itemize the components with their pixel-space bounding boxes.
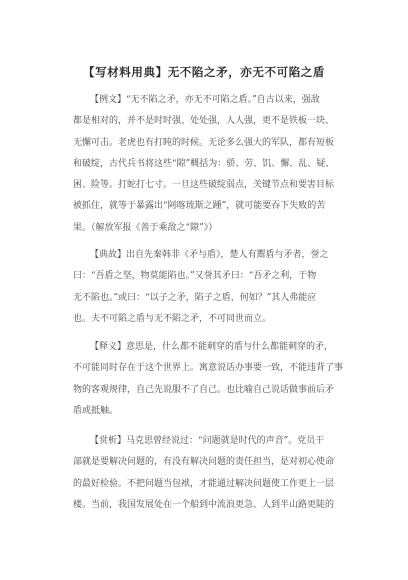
paragraph-line: 也。夫不可陷之盾与无不陷之矛，不可同世而立。 bbox=[73, 313, 272, 324]
meaning-paragraph bbox=[73, 337, 345, 422]
analysis-paragraph bbox=[73, 431, 345, 516]
paragraph-line: 部就是要解决问题的，有没有解决问题的责任担当，是对初心使命 bbox=[73, 457, 335, 468]
example-paragraph bbox=[73, 90, 345, 239]
paragraph-line: 【赏析】马克思曾经说过：“问题就是时代的声音”。党员干 bbox=[90, 436, 325, 446]
paragraph-line: 都是相对的，并不是时时强、处处强，人人强，更不是铁板一块、 bbox=[73, 116, 335, 127]
paragraph-line: 困、险等。打蛇打七寸。一旦这些破绽弱点，关键节点和要害目标 bbox=[73, 180, 335, 191]
source-paragraph bbox=[73, 245, 345, 330]
paragraph-line: 果。（解放军报《善于乘敌之“隙”》） bbox=[73, 222, 218, 233]
paragraph-line: 被抓住，就等于暴露出“阿喀琉斯之踵”，就可能要吞下失败的苦 bbox=[73, 201, 326, 212]
paragraph-line: 无懈可击。老虎也有打盹的时候。无论多么强大的军队，都有短板 bbox=[73, 137, 335, 148]
paragraph-line: 楼。当前，我国发展处在一个船到中流浪更急、人到半山路更陡的 bbox=[73, 499, 335, 510]
document-title: 【写材料用典】无不陷之矛，亦无不可陷之盾 bbox=[83, 65, 325, 79]
paragraph-line: 物的客观规律，自己先说服不了自己。也比喻自己说话做事前后矛 bbox=[73, 384, 335, 395]
paragraph-line: 【典故】出自先秦韩非《矛与盾》，楚人有鬻盾与矛者，誉之 bbox=[90, 250, 329, 260]
paragraph-line: 和破绽，古代兵书将这些“隙”概括为：骄、劳、饥、懈、乱、疑、 bbox=[73, 158, 335, 169]
paragraph-line: 不可能同时存在于这个世界上。寓意说话办事要一致，不能违背了事 bbox=[73, 363, 344, 374]
paragraph-line: 曰：“吾盾之坚，物莫能陷也。”又誉其矛曰：“吾矛之利，于物 bbox=[73, 271, 317, 282]
paragraph-line: 无不陷也。”或曰：“以子之矛，陷子之盾，何如？”其人弗能应 bbox=[73, 292, 317, 303]
paragraph-line: 【例文】“无不陷之矛，亦无不可陷之盾。”自古以来，强敌 bbox=[90, 95, 320, 105]
paragraph-line: 【释义】意思是，什么都不能刺穿的盾与什么都能刺穿的矛， bbox=[90, 342, 334, 352]
paragraph-line: 的最好检验。不把问题当包袱，才能通过解决问题使工作更上一层 bbox=[73, 478, 335, 489]
paragraph-line: 盾或抵触。 bbox=[73, 405, 119, 416]
